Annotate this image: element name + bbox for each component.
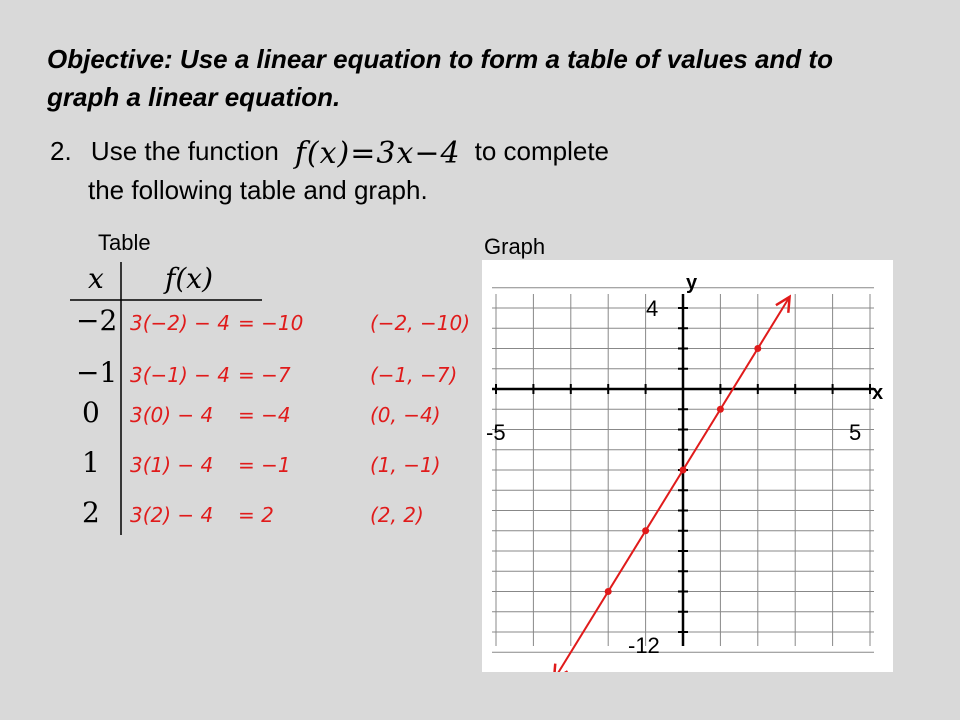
table-cell-result: = −10 [238,311,304,335]
problem-text-before: Use the function [90,136,279,166]
graph-point [717,406,724,413]
table-cell-x: −2 [76,304,118,337]
table-cell-point: (−2, −10) [370,311,471,335]
problem-number: 2. [50,136,72,166]
graph-panel [482,260,893,672]
table-cell-point: (2, 2) [370,503,424,527]
y-axis-label: y [686,272,698,294]
graph-point [605,588,612,595]
table-cell-work: 3(−1) − 4 [130,363,231,387]
table-cell-x: 2 [82,496,100,529]
problem-text-after: to complete [474,136,610,166]
function-expression: f(x)=3x−4 [294,136,461,171]
table-cell-result: = −1 [238,453,291,477]
graph-point [680,467,687,474]
graph-label: Graph [484,234,546,259]
table-cell-result: = −4 [238,403,291,427]
table-cell-x: 0 [82,396,100,429]
table-cell-x: −1 [76,356,118,389]
table-cell-work: 3(0) − 4 [130,403,214,427]
table-cell-x: 1 [82,446,100,479]
table-cell-point: (0, −4) [370,403,441,427]
graph-line-arrow [776,297,790,313]
x-min-label: -5 [486,420,506,445]
table-cell-work: 3(−2) − 4 [130,311,231,335]
y-min-label: -12 [628,633,660,658]
values-table [0,0,480,560]
graph-line [554,297,790,672]
table-cell-point: (−1, −7) [370,363,458,387]
table-header-fx: f(x) [165,262,214,295]
problem-line-2: the following table and graph. [88,175,428,205]
x-max-label: 5 [849,420,862,445]
objective-text: Objective: Use a linear equation to form a table of values and to graph a linear equation. [47,44,833,112]
x-axis-label: x [872,382,884,404]
table-cell-work: 3(1) − 4 [130,453,214,477]
graph-point [642,527,649,534]
table-cell-result: = −7 [238,363,291,387]
table-cell-point: (1, −1) [370,453,441,477]
table-cell-result: = 2 [238,503,274,527]
table-header-x: x [88,262,104,295]
coordinate-graph [482,260,893,672]
table-label: Table [98,230,151,255]
table-cell-work: 3(2) − 4 [130,503,214,527]
graph-point [754,345,761,352]
y-max-label: 4 [646,296,659,321]
